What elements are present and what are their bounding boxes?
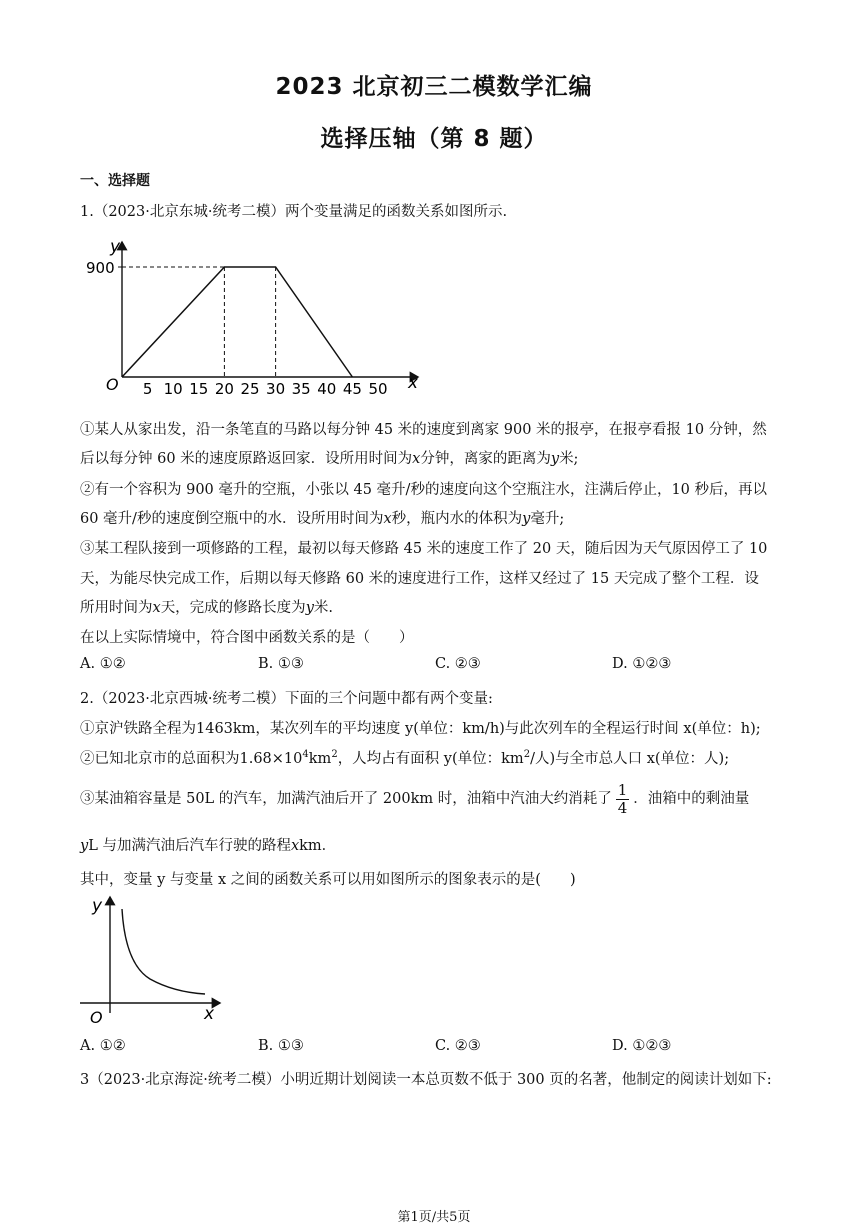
section-title: 一、选择题 bbox=[80, 173, 150, 189]
q1-x-tick-label: 5 bbox=[142, 380, 153, 397]
q1-function-line bbox=[122, 267, 352, 377]
q2-condition-1: ①京沪铁路全程为1463km，某次列车的平均速度 y(单位：km/h)与此次列车的全程运行时间 x(单位：h); bbox=[80, 721, 761, 737]
q1-stem: 1.（2023·北京东城·统考二模）两个变量满足的函数关系如图所示. bbox=[80, 204, 508, 220]
q1-x-tick-label: 15 bbox=[189, 380, 209, 397]
q1-x-tick-label: 25 bbox=[240, 380, 260, 397]
q1-condition-2-line-1: ②有一个容积为 900 毫升的空瓶，小张以 45 毫升/秒的速度向这个空瓶注水，注满后停止，10 秒后，再以 bbox=[80, 482, 768, 498]
q2-option-a[interactable]: A. ①② bbox=[80, 1038, 126, 1054]
q2-origin-label: O bbox=[90, 1008, 103, 1027]
q1-y-label: y bbox=[110, 237, 121, 257]
q1-x-tick-label: 40 bbox=[317, 380, 337, 397]
q1-x-tick-label: 45 bbox=[342, 380, 362, 397]
q1-option-d[interactable]: D. ①②③ bbox=[612, 656, 672, 672]
q2-option-d[interactable]: D. ①②③ bbox=[612, 1038, 672, 1054]
one-quarter-fraction: $\frac{1}{4}$ bbox=[617, 781, 628, 817]
q1-x-tick-label: 35 bbox=[291, 380, 311, 397]
page-footer: 第1页/共5页 bbox=[397, 1210, 471, 1225]
q2-condition-3-line-2: yL 与加满汽油后汽车行驶的路程xkm． bbox=[80, 838, 337, 854]
q1-origin-label: O bbox=[106, 375, 119, 394]
q1-condition-3-line-3: 所用时间为x天，完成的修路长度为y米. bbox=[80, 600, 333, 616]
q1-condition-1-line-1: ①某人从家出发，沿一条笔直的马路以每分钟 45 米的速度到离家 900 米的报亭，在报亭看报 10 分钟，然 bbox=[80, 422, 767, 438]
q1-option-b[interactable]: B. ①③ bbox=[258, 656, 304, 672]
q2-graph bbox=[80, 893, 230, 1028]
q1-condition-2-line-2: 60 毫升/秒的速度倒空瓶中的水．设所用时间为x秒，瓶内水的体积为y毫升; bbox=[80, 511, 565, 527]
q2-question: 其中，变量 y 与变量 x 之间的函数关系可以用如图所示的图象表示的是( ) bbox=[80, 872, 576, 888]
q2-stem: 2.（2023·北京西城·统考二模）下面的三个问题中都有两个变量: bbox=[80, 691, 493, 707]
page-title: 2023 北京初三二模数学汇编 bbox=[275, 74, 593, 100]
q1-option-a[interactable]: A. ①② bbox=[80, 656, 126, 672]
q1-y-tick-label: 900 bbox=[86, 259, 115, 277]
q1-x-tick-label: 30 bbox=[266, 380, 286, 397]
q2-y-label: y bbox=[92, 896, 103, 916]
q1-x-tick-label: 10 bbox=[163, 380, 183, 397]
q3-stem: 3（2023·北京海淀·统考二模）小明近期计划阅读一本总页数不低于 300 页的名著，他制定的阅读计划如下: bbox=[80, 1072, 772, 1088]
q1-x-tick-label: 20 bbox=[214, 380, 234, 397]
q1-condition-3-line-1: ③某工程队接到一项修路的工程，最初以每天修路 45 米的速度工作了 20 天，随后因为天气原因停工了 10 bbox=[80, 541, 768, 557]
page-subtitle: 选择压轴（第 8 题） bbox=[320, 126, 548, 152]
q1-graph bbox=[80, 232, 430, 397]
q1-condition-3-line-2: 天，为能尽快完成工作，后期以每天修路 60 米的速度进行工作，这样又经过了 15 天完成了整个工程．设 bbox=[80, 571, 759, 587]
q2-condition-3-line-1: ③某油箱容量是 50L 的汽车，加满汽油后开了 200km 时，油箱中汽油大约消耗了 $\frac{1}{4}$ ．油箱中的剩油量 bbox=[80, 781, 750, 817]
q1-question: 在以上实际情境中，符合图中函数关系的是（ ） bbox=[80, 630, 414, 646]
q1-x-tick-label: 50 bbox=[368, 380, 388, 397]
q1-condition-1-line-2: 后以每分钟 60 米的速度原路返回家．设所用时间为x分钟，离家的距离为y米; bbox=[80, 451, 579, 467]
q2-x-label: x bbox=[204, 1004, 215, 1024]
q2-option-c[interactable]: C. ②③ bbox=[435, 1038, 481, 1054]
q2-curve bbox=[122, 909, 205, 994]
q2-condition-2: ②已知北京市的总面积为$1.68\times 10^4km^2$，人均占有面积 y(单位：$km^2/$人)与全市总人口 x(单位：人); bbox=[80, 749, 730, 767]
q1-option-c[interactable]: C. ②③ bbox=[435, 656, 481, 672]
q2-option-b[interactable]: B. ①③ bbox=[258, 1038, 304, 1054]
q1-x-label: x bbox=[408, 373, 419, 393]
